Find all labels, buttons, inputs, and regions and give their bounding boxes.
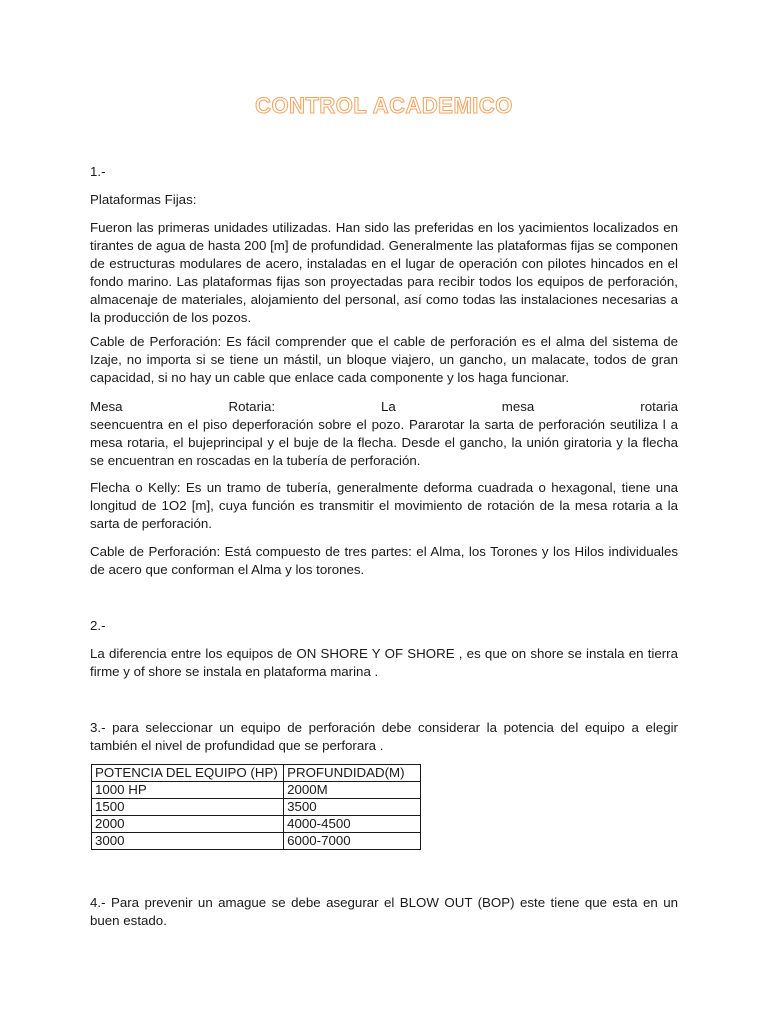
table-cell-depth: 3500	[284, 799, 421, 816]
table-row	[92, 799, 421, 816]
power-depth-table	[91, 764, 421, 850]
kelly-paragraph: Flecha o Kelly: Es un tramo de tubería, generalmente deforma cuadrada o hexagonal, tiene una longitud de 1O2 [m], cuya función es transmitir el movimiento de rotación de la mesa rotaria a la sarta de perforación.	[90, 480, 678, 531]
question-2-answer: La diferencia entre los equipos de ON SHORE Y OF SHORE , es que on shore se instala en tierra firme y of shore se instala en plataforma marina .	[90, 646, 678, 679]
table-cell-depth: 6000-7000	[284, 833, 421, 850]
table-header-power: POTENCIA DEL EQUIPO (HP)	[92, 765, 284, 782]
rotary-table-first-line: Mesa Rotaria: La mesa rotaria	[90, 399, 678, 414]
rotary-table-body: seencuentra en el piso deperforación sobre el pozo. Pararotar la sarta de perforación seutiliza l a mesa rotaria, el bujeprincipal y el buje de la flecha. Desde el gancho, la unión giratoria y la flecha se encuentran en roscadas en la tubería de perforación.	[90, 417, 678, 468]
table-cell-depth: 2000M	[284, 782, 421, 799]
question-3-text: 3.- para seleccionar un equipo de perforación debe considerar la potencia del equipo a elegir también el nivel de profundidad que se perforara .	[90, 720, 678, 753]
table-cell-power: 3000	[92, 833, 284, 850]
document-title: CONTROL ACADEMICO	[255, 93, 513, 118]
document-page	[90, 0, 678, 1024]
fixed-platforms-heading: Plataformas Fijas:	[90, 192, 197, 207]
cable-parts-paragraph: Cable de Perforación: Está compuesto de tres partes: el Alma, los Torones y los Hilos individuales de acero que conforman el Alma y los torones.	[90, 544, 678, 577]
table-cell-power: 1000 HP	[92, 782, 284, 799]
fixed-platforms-paragraph: Fueron las primeras unidades utilizadas. Han sido las preferidas en los yacimientos localizados en tirantes de agua de hasta 200 [m] de profundidad. Generalmente las plataformas fijas se componen de estructuras modulares de acero, instaladas en el lugar de operación con pilotes hincados en el fondo marino. Las plataformas fijas son proyectadas para recibir todos los equipos de perforación, almacenaje de materiales, alojamiento del personal, así como todas las instalaciones necesarias a la producción de los pozos.	[90, 220, 678, 325]
table-row	[92, 833, 421, 850]
table-row	[92, 816, 421, 833]
table-header-row	[92, 765, 421, 782]
question-4-text: 4.- Para prevenir un amague se debe asegurar el BLOW OUT (BOP) este tiene que esta en un buen estado.	[90, 895, 678, 928]
table-cell-depth: 4000-4500	[284, 816, 421, 833]
table-row	[92, 782, 421, 799]
table-cell-power: 1500	[92, 799, 284, 816]
question-1-number: 1.-	[90, 164, 106, 179]
drilling-cable-paragraph: Cable de Perforación: Es fácil comprender que el cable de perforación es el alma del sistema de Izaje, no importa si se tiene un mástil, un bloque viajero, un gancho, un malacate, todos de gran capacidad, si no hay un cable que enlace cada componente y los haga funcionar.	[90, 334, 678, 385]
question-2-number: 2.-	[90, 618, 106, 633]
rotary-table-paragraph	[90, 398, 678, 470]
table-cell-power: 2000	[92, 816, 284, 833]
table-header-depth: PROFUNDIDAD(M)	[284, 765, 421, 782]
